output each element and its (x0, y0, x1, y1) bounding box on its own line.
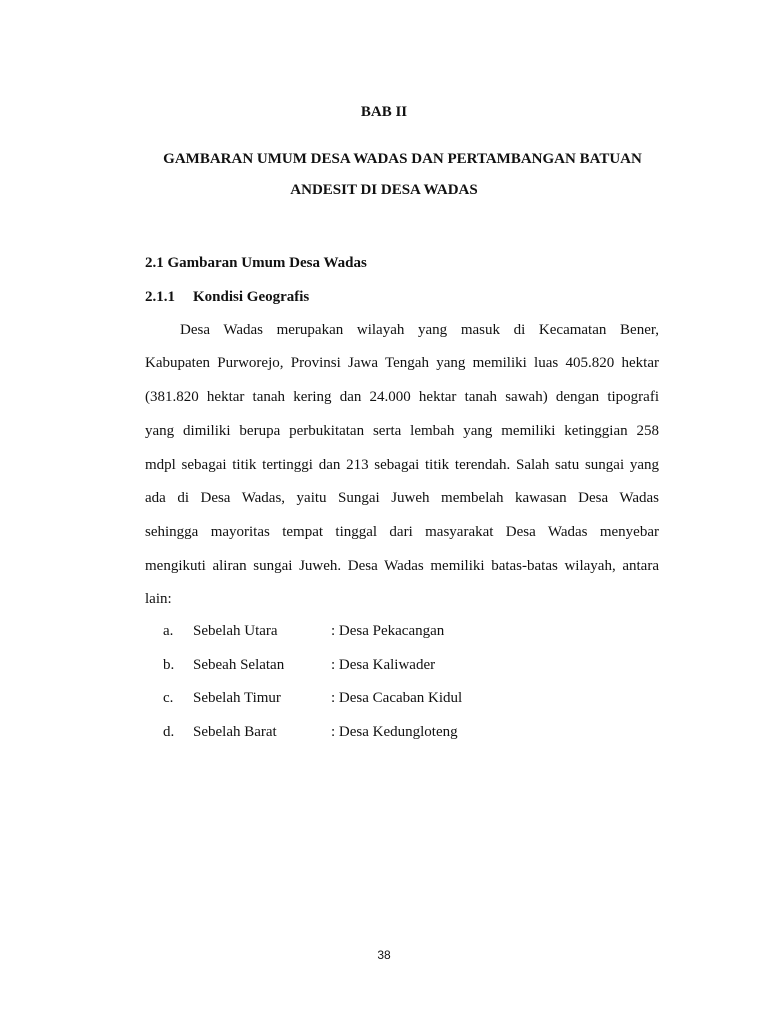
boundary-letter: a. (163, 623, 174, 639)
section-heading: 2.1 Gambaran Umum Desa Wadas (145, 255, 367, 271)
chapter-title-line-1: GAMBARAN UMUM DESA WADAS DAN PERTAMBANGAN BATUAN (163, 151, 642, 167)
boundary-value: : Desa Kedungloteng (331, 724, 458, 740)
subsection-heading (145, 288, 309, 306)
boundary-value: : Desa Kaliwader (331, 657, 436, 673)
paragraph-line: ada di Desa Wadas, yaitu Sungai Juweh membelah kawasan Desa Wadas (145, 490, 659, 506)
boundary-letter: b. (163, 657, 175, 673)
boundary-direction: Sebelah Timur (193, 690, 281, 706)
paragraph-line: sehingga mayoritas tempat tinggal dari masyarakat Desa Wadas menyebar (145, 524, 659, 540)
paragraph-line: (381.820 hektar tanah kering dan 24.000 hektar tanah sawah) dengan tipografi (145, 389, 659, 405)
boundary-letter: d. (163, 724, 175, 740)
boundary-letter: c. (163, 690, 174, 706)
subsection-title: Kondisi Geografis (193, 289, 310, 305)
boundary-direction: Sebelah Barat (193, 724, 277, 740)
paragraph-line: Desa Wadas merupakan wilayah yang masuk di Kecamatan Bener, (180, 322, 659, 338)
boundary-value: : Desa Pekacangan (331, 623, 445, 639)
paragraph-line: lain: (145, 591, 172, 607)
subsection-number: 2.1.1 (145, 289, 175, 305)
boundary-value: : Desa Cacaban Kidul (331, 690, 463, 706)
chapter-heading: BAB II (360, 104, 408, 120)
paragraph-line: yang dimiliki berupa perbukitatan serta lembah yang memiliki ketinggian 258 (145, 423, 659, 439)
page-number: 38 (377, 948, 391, 962)
boundary-direction: Sebelah Utara (193, 623, 278, 639)
chapter-title-line-2: ANDESIT DI DESA WADAS (290, 182, 478, 198)
paragraph-line: mengikuti aliran sungai Juweh. Desa Wadas memiliki batas-batas wilayah, antara (145, 558, 659, 574)
boundary-direction: Sebeah Selatan (193, 657, 285, 673)
paragraph-line: mdpl sebagai titik tertinggi dan 213 sebagai titik terendah. Salah satu sungai yang (145, 457, 659, 473)
paragraph-line: Kabupaten Purworejo, Provinsi Jawa Tengah yang memiliki luas 405.820 hektar (145, 355, 659, 371)
